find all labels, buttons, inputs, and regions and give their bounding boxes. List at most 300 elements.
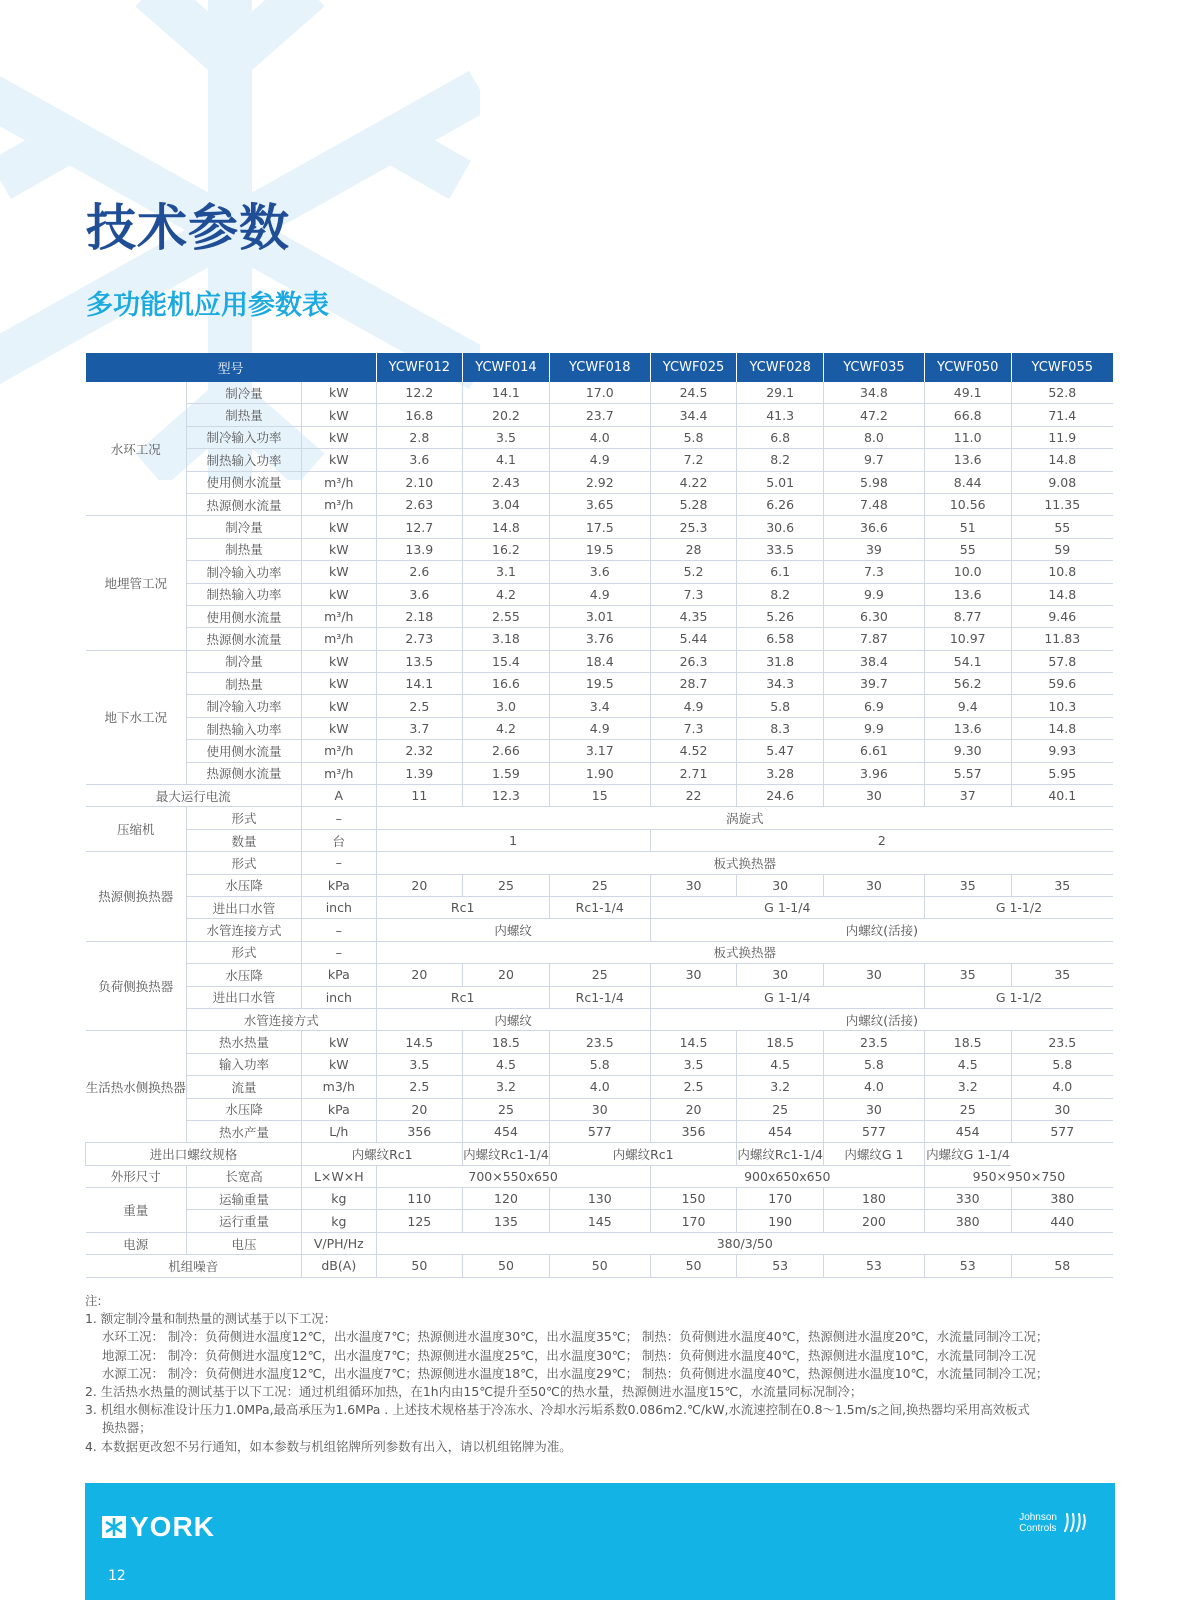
item-cell: 输入功率 xyxy=(186,1053,301,1075)
value-cell: 6.9 xyxy=(823,695,924,717)
york-logo xyxy=(102,1511,215,1543)
value-cell: 14.1 xyxy=(463,382,550,404)
partner-line-1: Johnson xyxy=(1019,1512,1057,1523)
value-cell: 4.5 xyxy=(463,1053,550,1075)
value-cell: 20 xyxy=(650,1098,737,1120)
table-row xyxy=(86,516,1114,538)
value-cell: 25 xyxy=(463,874,550,896)
value-cell: 380 xyxy=(924,1210,1011,1232)
value-cell: 7.3 xyxy=(650,583,737,605)
item-cell: 进出口水管 xyxy=(186,896,301,918)
unit-cell: m³/h xyxy=(302,493,376,515)
value-cell: 11.9 xyxy=(1011,426,1113,448)
value-cell: 34.8 xyxy=(823,382,924,404)
johnson-controls-logo xyxy=(1019,1511,1087,1535)
value-cell: 30 xyxy=(737,874,824,896)
york-emblem-icon xyxy=(102,1516,126,1538)
unit-cell: – xyxy=(302,919,376,941)
value-cell: 15 xyxy=(549,785,650,807)
unit-cell: dB(A) xyxy=(302,1255,376,1277)
table-row xyxy=(86,1076,1114,1098)
unit-cell: – xyxy=(302,941,376,963)
value-cell: 4.0 xyxy=(1011,1076,1113,1098)
value-cell: 53 xyxy=(924,1255,1011,1277)
value-cell: 950×950×750 xyxy=(924,1165,1113,1187)
value-cell: 2.55 xyxy=(463,605,550,627)
value-cell: 5.98 xyxy=(823,471,924,493)
item-cell: 热源侧水流量 xyxy=(186,628,301,650)
unit-cell: m³/h xyxy=(302,628,376,650)
value-cell: 12.3 xyxy=(463,785,550,807)
value-cell: 3.7 xyxy=(376,717,463,739)
value-cell: 3.01 xyxy=(549,605,650,627)
value-cell: 9.4 xyxy=(924,695,1011,717)
value-cell: 190 xyxy=(737,1210,824,1232)
value-cell: 17.0 xyxy=(549,382,650,404)
table-row xyxy=(86,896,1114,918)
note-3-cont: 换热器； xyxy=(102,1420,152,1436)
value-cell: 18.4 xyxy=(549,650,650,672)
value-cell: Rc1-1/4 xyxy=(549,896,650,918)
value-cell: 19.5 xyxy=(549,673,650,695)
value-cell: 50 xyxy=(650,1255,737,1277)
value-cell: 58 xyxy=(1011,1255,1113,1277)
table-row xyxy=(86,650,1114,672)
power-label: 电源 xyxy=(86,1232,187,1254)
value-cell: 3.96 xyxy=(823,762,924,784)
table-row xyxy=(86,583,1114,605)
item-cell: 形式 xyxy=(186,852,301,874)
value-cell: 4.9 xyxy=(549,583,650,605)
table-row xyxy=(86,717,1114,739)
value-cell: 29.1 xyxy=(737,382,824,404)
condition-group-label: 水环工况 xyxy=(86,382,187,516)
item-cell: 制热量 xyxy=(186,538,301,560)
value-cell: 18.5 xyxy=(463,1031,550,1053)
value-cell: 13.6 xyxy=(924,449,1011,471)
condition-group-label: 地下水工况 xyxy=(86,650,187,784)
unit-cell: kPa xyxy=(302,964,376,986)
value-cell: 5.8 xyxy=(1011,1053,1113,1075)
note-2: 2. 生活热水热量的测试基于以下工况：通过机组循环加热，在1h内由15℃提升至50℃的热水量，热源侧进水温度15℃，水流量同标况制冷； xyxy=(85,1384,863,1400)
notes-heading: 注: xyxy=(85,1293,102,1308)
value-cell: 3.6 xyxy=(376,583,463,605)
value-cell: 30 xyxy=(650,874,737,896)
value-cell: 2.5 xyxy=(376,695,463,717)
model-header: YCWF050 xyxy=(924,353,1011,382)
value-cell: 4.2 xyxy=(463,583,550,605)
value-cell: 20.2 xyxy=(463,404,550,426)
table-row xyxy=(86,874,1114,896)
value-cell: 59.6 xyxy=(1011,673,1113,695)
value-cell: 577 xyxy=(823,1120,924,1142)
value-cell: G 1-1/2 xyxy=(924,896,1113,918)
value-cell: 6.8 xyxy=(737,426,824,448)
item-cell: 制热输入功率 xyxy=(186,717,301,739)
value-cell: 内螺纹 xyxy=(376,919,650,941)
unit-cell: kPa xyxy=(302,874,376,896)
value-cell: 4.5 xyxy=(924,1053,1011,1075)
value-cell: 2.63 xyxy=(376,493,463,515)
item-cell: 水管连接方式 xyxy=(186,1008,376,1030)
value-cell: Rc1 xyxy=(376,986,549,1008)
model-header: YCWF035 xyxy=(823,353,924,382)
value-cell: 454 xyxy=(924,1120,1011,1142)
value-cell: 71.4 xyxy=(1011,404,1113,426)
table-row xyxy=(86,471,1114,493)
value-cell: 30 xyxy=(823,874,924,896)
value-cell: 330 xyxy=(924,1188,1011,1210)
value-cell: 47.2 xyxy=(823,404,924,426)
value-cell: 30 xyxy=(823,964,924,986)
value-cell: 454 xyxy=(737,1120,824,1142)
value-cell: 28.7 xyxy=(650,673,737,695)
page-number: 12 xyxy=(108,1568,126,1584)
value-cell: 700×550x650 xyxy=(376,1165,650,1187)
value-cell: 16.6 xyxy=(463,673,550,695)
table-row xyxy=(86,829,1114,851)
value-cell: 5.26 xyxy=(737,605,824,627)
noise-label: 机组噪音 xyxy=(86,1255,302,1277)
value-cell: 20 xyxy=(376,1098,463,1120)
unit-cell: kW xyxy=(302,449,376,471)
value-cell: 50 xyxy=(549,1255,650,1277)
value-cell: 5.47 xyxy=(737,740,824,762)
value-cell: 34.4 xyxy=(650,404,737,426)
value-cell: 8.3 xyxy=(737,717,824,739)
table-row xyxy=(86,1098,1114,1120)
item-cell: 热源侧水流量 xyxy=(186,493,301,515)
table-row xyxy=(86,493,1114,515)
value-cell: 170 xyxy=(650,1210,737,1232)
value-cell: 6.61 xyxy=(823,740,924,762)
value-cell: 2.66 xyxy=(463,740,550,762)
value-cell: 10.0 xyxy=(924,561,1011,583)
value-cell: 25 xyxy=(549,874,650,896)
value-cell: 5.8 xyxy=(737,695,824,717)
unit-cell: kW xyxy=(302,516,376,538)
value-cell: 30 xyxy=(650,964,737,986)
unit-cell: kW xyxy=(302,695,376,717)
partner-line-2: Controls xyxy=(1019,1523,1057,1534)
table-row xyxy=(86,695,1114,717)
model-header: YCWF055 xyxy=(1011,353,1113,382)
value-cell: 3.4 xyxy=(549,695,650,717)
table-row xyxy=(86,986,1114,1008)
item-cell: 长宽高 xyxy=(186,1165,301,1187)
model-header: YCWF025 xyxy=(650,353,737,382)
value-cell: 2.5 xyxy=(376,1076,463,1098)
value-cell: 5.8 xyxy=(650,426,737,448)
unit-cell: kW xyxy=(302,426,376,448)
value-cell: 2.6 xyxy=(376,561,463,583)
value-cell: 1.59 xyxy=(463,762,550,784)
value-cell: 30.6 xyxy=(737,516,824,538)
value-cell: 10.3 xyxy=(1011,695,1113,717)
table-row xyxy=(86,1143,1114,1165)
condition-group-label: 地埋管工况 xyxy=(86,516,187,650)
item-cell: 进出口螺纹规格 xyxy=(86,1143,302,1165)
item-cell: 制冷量 xyxy=(186,382,301,404)
value-cell: 4.1 xyxy=(463,449,550,471)
value-cell: 3.2 xyxy=(924,1076,1011,1098)
value-cell: 7.2 xyxy=(650,449,737,471)
value-cell: 55 xyxy=(1011,516,1113,538)
note-4: 4. 本数据更改恕不另行通知，如本参数与机组铭牌所列参数有出入，请以机组铭牌为准。 xyxy=(85,1438,572,1454)
value-cell: 30 xyxy=(1011,1098,1113,1120)
item-cell: 水压降 xyxy=(186,874,301,896)
value-cell: 18.5 xyxy=(924,1031,1011,1053)
value-cell: 50 xyxy=(463,1255,550,1277)
item-cell: 制热输入功率 xyxy=(186,449,301,471)
item-cell: 水管连接方式 xyxy=(186,919,301,941)
value-cell: 2.8 xyxy=(376,426,463,448)
value-cell: 25.3 xyxy=(650,516,737,538)
unit-cell: – xyxy=(302,807,376,829)
value-cell: 26.3 xyxy=(650,650,737,672)
value-cell: 25 xyxy=(924,1098,1011,1120)
value-cell: 30 xyxy=(549,1098,650,1120)
item-cell: 热水产量 xyxy=(186,1120,301,1142)
value-cell: 34.3 xyxy=(737,673,824,695)
unit-cell: L/h xyxy=(302,1120,376,1142)
item-cell: 水压降 xyxy=(186,1098,301,1120)
unit-cell: – xyxy=(302,852,376,874)
value-cell: 7.3 xyxy=(823,561,924,583)
value-cell: 3.04 xyxy=(463,493,550,515)
value-cell: 25 xyxy=(463,1098,550,1120)
value-cell: 板式换热器 xyxy=(376,852,1113,874)
unit-cell: m³/h xyxy=(302,762,376,784)
unit-cell: inch xyxy=(302,986,376,1008)
value-cell: 35 xyxy=(924,964,1011,986)
dhw-rows xyxy=(86,1031,1114,1143)
unit-cell: kW xyxy=(302,404,376,426)
value-cell: 380/3/50 xyxy=(376,1232,1113,1254)
table-row xyxy=(86,1120,1114,1142)
value-cell: 35 xyxy=(1011,964,1113,986)
value-cell: 23.5 xyxy=(549,1031,650,1053)
unit-cell: kg xyxy=(302,1188,376,1210)
item-cell: 制冷输入功率 xyxy=(186,695,301,717)
value-cell: 130 xyxy=(549,1188,650,1210)
table-row xyxy=(86,762,1114,784)
item-cell: 使用侧水流量 xyxy=(186,471,301,493)
value-cell: 16.2 xyxy=(463,538,550,560)
value-cell: 3.5 xyxy=(463,426,550,448)
value-cell: 1.39 xyxy=(376,762,463,784)
note-1: 1. 额定制冷量和制热量的测试基于以下工况： xyxy=(85,1311,337,1327)
value-cell: 3.5 xyxy=(376,1053,463,1075)
table-row xyxy=(86,740,1114,762)
model-header: YCWF014 xyxy=(463,353,550,382)
value-cell: 内螺纹 xyxy=(376,1008,650,1030)
value-cell: 3.2 xyxy=(737,1076,824,1098)
dimensions-label: 外形尺寸 xyxy=(86,1165,187,1187)
value-cell: 4.5 xyxy=(737,1053,824,1075)
value-cell: 120 xyxy=(463,1188,550,1210)
value-cell: 9.7 xyxy=(823,449,924,471)
value-cell: 51 xyxy=(924,516,1011,538)
item-cell: 制冷输入功率 xyxy=(186,561,301,583)
value-cell: 3.6 xyxy=(376,449,463,471)
value-cell: 内螺纹Rc1-1/4 xyxy=(463,1143,550,1165)
table-row xyxy=(86,538,1114,560)
value-cell: 3.18 xyxy=(463,628,550,650)
load-hx-label: 负荷侧换热器 xyxy=(86,941,187,1031)
condition-rows xyxy=(86,382,1114,785)
unit-cell: m³/h xyxy=(302,471,376,493)
unit-cell: m³/h xyxy=(302,740,376,762)
value-cell: Rc1-1/4 xyxy=(549,986,650,1008)
value-cell: 31.8 xyxy=(737,650,824,672)
value-cell: 4.35 xyxy=(650,605,737,627)
value-cell: 11.35 xyxy=(1011,493,1113,515)
value-cell: 3.1 xyxy=(463,561,550,583)
value-cell: 13.9 xyxy=(376,538,463,560)
item-cell: 热源侧水流量 xyxy=(186,762,301,784)
value-cell: 5.8 xyxy=(823,1053,924,1075)
table-row xyxy=(86,426,1114,448)
value-cell: 24.5 xyxy=(650,382,737,404)
item-cell: 制冷输入功率 xyxy=(186,426,301,448)
unit-cell: V/PH/Hz xyxy=(302,1232,376,1254)
value-cell: 11.83 xyxy=(1011,628,1113,650)
page-subtitle: 多功能机应用参数表 xyxy=(86,290,329,321)
value-cell: 25 xyxy=(549,964,650,986)
item-cell: 热水热量 xyxy=(186,1031,301,1053)
unit-cell: kPa xyxy=(302,1098,376,1120)
value-cell: 内螺纹(活接) xyxy=(650,1008,1113,1030)
value-cell: 30 xyxy=(737,964,824,986)
table-row xyxy=(86,807,1114,829)
unit-cell: m3/h xyxy=(302,1076,376,1098)
value-cell: 板式换热器 xyxy=(376,941,1113,963)
value-cell: 涡旋式 xyxy=(376,807,1113,829)
item-cell: 使用侧水流量 xyxy=(186,605,301,627)
value-cell: 25 xyxy=(737,1098,824,1120)
item-cell: 进出口水管 xyxy=(186,986,301,1008)
value-cell: 11 xyxy=(376,785,463,807)
value-cell: 35 xyxy=(924,874,1011,896)
item-cell: 制冷量 xyxy=(186,650,301,672)
unit-cell: A xyxy=(302,785,376,807)
value-cell: 23.5 xyxy=(823,1031,924,1053)
value-cell: 577 xyxy=(1011,1120,1113,1142)
model-header: YCWF018 xyxy=(549,353,650,382)
value-cell: 9.30 xyxy=(924,740,1011,762)
value-cell: 150 xyxy=(650,1188,737,1210)
table-row xyxy=(86,673,1114,695)
value-cell: 145 xyxy=(549,1210,650,1232)
value-cell: 8.2 xyxy=(737,583,824,605)
value-cell: 53 xyxy=(823,1255,924,1277)
item-cell: 运输重量 xyxy=(186,1188,301,1210)
table-row xyxy=(86,628,1114,650)
value-cell: 内螺纹G 1 xyxy=(823,1143,924,1165)
unit-cell: m³/h xyxy=(302,605,376,627)
unit-cell: kg xyxy=(302,1210,376,1232)
value-cell: 9.46 xyxy=(1011,605,1113,627)
table-header-row xyxy=(86,353,1114,382)
value-cell: 200 xyxy=(823,1210,924,1232)
value-cell: 9.9 xyxy=(823,717,924,739)
item-cell: 电压 xyxy=(186,1232,301,1254)
value-cell: 135 xyxy=(463,1210,550,1232)
unit-cell: kW xyxy=(302,382,376,404)
note-3: 3. 机组水侧标准设计压力1.0MPa,最高承压为1.6MPa . 上述技术规格基于冷冻水、冷却水污垢系数0.086m2.℃/kW,水流速控制在0.8～1.5m/s之间,换热器均采用高效板式 xyxy=(85,1402,1030,1418)
value-cell: G 1-1/4 xyxy=(650,896,924,918)
value-cell: 4.9 xyxy=(549,449,650,471)
value-cell: 3.17 xyxy=(549,740,650,762)
value-cell: 4.0 xyxy=(549,1076,650,1098)
value-cell: 3.2 xyxy=(463,1076,550,1098)
value-cell: 14.8 xyxy=(1011,449,1113,471)
value-cell: 356 xyxy=(376,1120,463,1142)
table-row xyxy=(86,941,1114,963)
note-1-ground-source: 地源工况： 制冷：负荷侧进水温度12℃，出水温度7℃；热源侧进水温度25℃，出水温度30℃； 制热：负荷侧进水温度40℃，热源侧进水温度10℃，水流量同制冷工况 xyxy=(102,1347,1036,1363)
value-cell: 20 xyxy=(376,874,463,896)
value-cell: 10.56 xyxy=(924,493,1011,515)
value-cell: 4.9 xyxy=(650,695,737,717)
value-cell: 8.2 xyxy=(737,449,824,471)
value-cell: 4.52 xyxy=(650,740,737,762)
value-cell: 2 xyxy=(650,829,1113,851)
value-cell: 5.01 xyxy=(737,471,824,493)
value-cell: 19.5 xyxy=(549,538,650,560)
value-cell: 53 xyxy=(737,1255,824,1277)
value-cell: 30 xyxy=(823,785,924,807)
value-cell: 3.28 xyxy=(737,762,824,784)
header-model-label: 型号 xyxy=(86,353,377,382)
value-cell: 54.1 xyxy=(924,650,1011,672)
item-cell: 水压降 xyxy=(186,964,301,986)
unit-cell: kW xyxy=(302,583,376,605)
model-header: YCWF012 xyxy=(376,353,463,382)
value-cell: 7.48 xyxy=(823,493,924,515)
value-cell: 内螺纹Rc1 xyxy=(549,1143,737,1165)
value-cell: 2.71 xyxy=(650,762,737,784)
item-cell: 制热量 xyxy=(186,673,301,695)
value-cell: 24.6 xyxy=(737,785,824,807)
johnson-controls-wave-icon xyxy=(1061,1511,1087,1535)
table-row xyxy=(86,1255,1114,1277)
value-cell: 6.26 xyxy=(737,493,824,515)
table-row xyxy=(86,561,1114,583)
value-cell: 2.73 xyxy=(376,628,463,650)
unit-cell: kW xyxy=(302,717,376,739)
value-cell: 内螺纹(活接) xyxy=(650,919,1113,941)
value-cell: 8.77 xyxy=(924,605,1011,627)
value-cell: 20 xyxy=(463,964,550,986)
dhw-hx-label: 生活热水侧换热器 xyxy=(86,1031,187,1143)
value-cell: 30 xyxy=(823,1098,924,1120)
max-current-label: 最大运行电流 xyxy=(86,785,302,807)
value-cell: 2.10 xyxy=(376,471,463,493)
value-cell: 4.22 xyxy=(650,471,737,493)
value-cell: 14.8 xyxy=(463,516,550,538)
table-row xyxy=(86,1031,1114,1053)
value-cell: 13.5 xyxy=(376,650,463,672)
table-row xyxy=(86,1210,1114,1232)
value-cell: 3.0 xyxy=(463,695,550,717)
value-cell: 2.18 xyxy=(376,605,463,627)
value-cell: 380 xyxy=(1011,1188,1113,1210)
value-cell: 11.0 xyxy=(924,426,1011,448)
table-row xyxy=(86,1008,1114,1030)
value-cell: 37 xyxy=(924,785,1011,807)
footer-banner xyxy=(85,1483,1115,1600)
